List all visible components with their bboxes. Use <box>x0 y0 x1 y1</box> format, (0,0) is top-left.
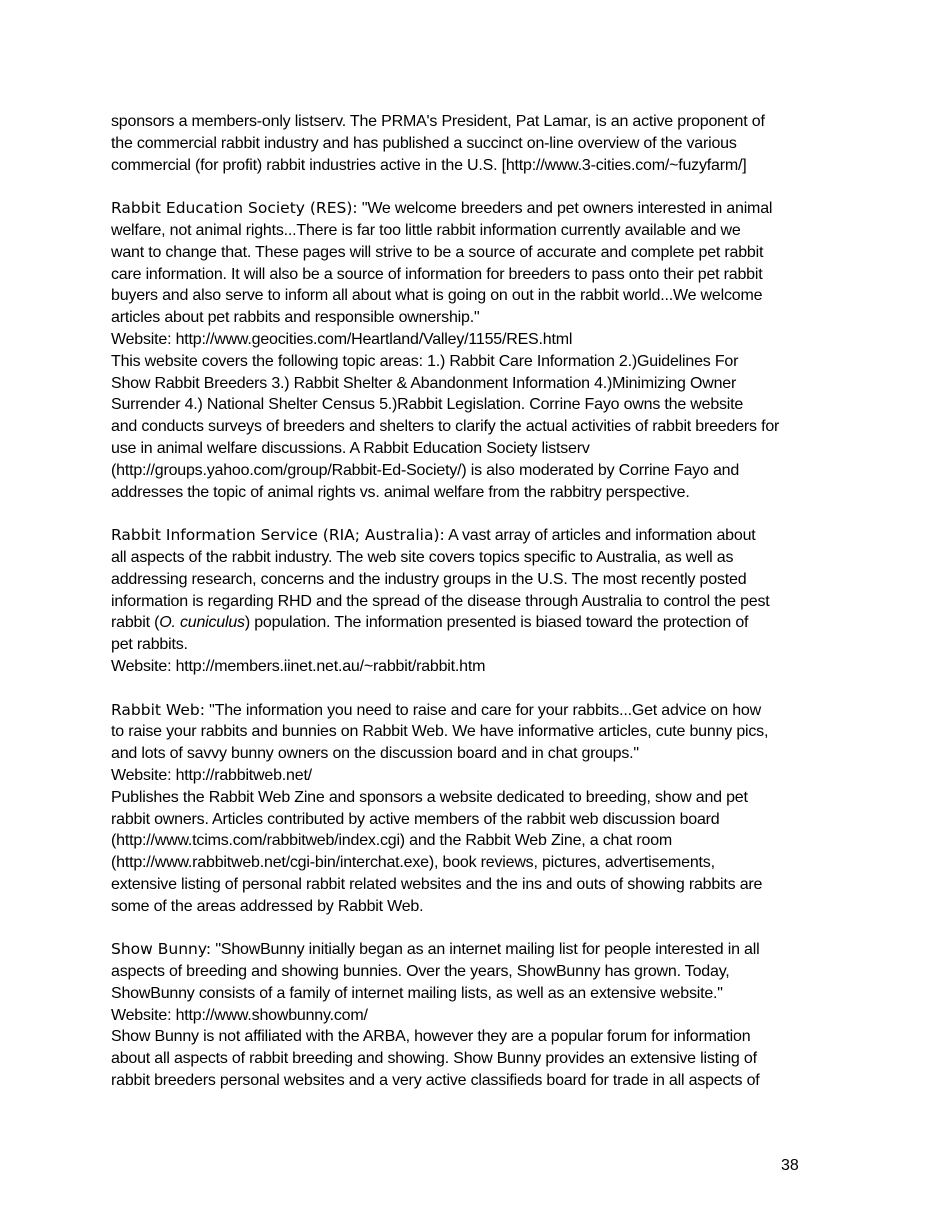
text-line: and conducts surveys of breeders and shelters to clarify the actual activities of rabbit breeders for <box>111 418 780 436</box>
text-line: sponsors a members-only listserv. The PRMA's President, Pat Lamar, is an active proponent of <box>111 113 765 130</box>
text-line: rabbit (O. cuniculus) population. The information presented is biased toward the protection of <box>111 614 749 632</box>
text-line: pet rabbits. <box>111 636 188 654</box>
text-line: some of the areas addressed by Rabbit Web. <box>111 897 424 915</box>
text-line <box>111 939 851 961</box>
website-line: Website: http://rabbitweb.net/ <box>111 766 312 784</box>
text-line-rest: "The information you need to raise and care for your rabbits...Get advice on how <box>204 701 761 719</box>
text-line: Surrender 4.) National Shelter Census 5.)Rabbit Legislation. Corrine Fayo owns the website <box>111 396 744 414</box>
text-line: all aspects of the rabbit industry. The web site covers topics specific to Australia, as well as <box>111 548 734 566</box>
text-line: Show Rabbit Breeders 3.) Rabbit Shelter & Abandonment Information 4.)Minimizing Owner <box>111 374 737 392</box>
text-line: addresses the topic of animal rights vs. animal welfare from the rabbitry perspective. <box>111 483 690 501</box>
text-line <box>111 700 851 722</box>
text-line: This website covers the following topic areas: 1.) Rabbit Care Information 2.)Guidelines For <box>111 352 739 370</box>
text-line: Show Bunny is not affiliated with the ARBA, however they are a popular forum for information <box>111 1028 751 1046</box>
org-heading: Rabbit Information Service (RIA; Australia): <box>111 526 445 545</box>
text-line: the commercial rabbit industry and has published a succinct on-line overview of the various <box>111 134 737 152</box>
text-line: about all aspects of rabbit breeding and showing. Show Bunny provides an extensive listing of <box>111 1050 757 1068</box>
text-line: (http://www.rabbitweb.net/cgi-bin/interchat.exe), book reviews, pictures, advertisements, <box>111 854 715 872</box>
text-line: want to change that. These pages will strive to be a source of accurate and complete pet rabbit <box>111 243 764 261</box>
text-line-rest: "ShowBunny initially began as an internet mailing list for people interested in all <box>211 941 760 959</box>
paragraph-show-bunny <box>111 939 851 1092</box>
website-line: Website: http://www.showbunny.com/ <box>111 1006 368 1024</box>
page-number: 38 <box>781 1157 799 1174</box>
text-line: to raise your rabbits and bunnies on Rabbit Web. We have informative articles, cute bunny pics, <box>111 723 769 741</box>
text-line: rabbit owners. Articles contributed by active members of the rabbit web discussion board <box>111 810 720 828</box>
text-line: (http://www.tcims.com/rabbitweb/index.cgi) and the Rabbit Web Zine, a chat room <box>111 832 673 850</box>
text-line-rest: "We welcome breeders and pet owners interested in animal <box>357 200 773 218</box>
org-heading: Rabbit Web: <box>111 700 205 719</box>
text-line: buyers and also serve to inform all about what is going on out in the rabbit world...We welcome <box>111 287 763 305</box>
text-line: Publishes the Rabbit Web Zine and sponsors a website dedicated to breeding, show and pet <box>111 788 748 806</box>
website-line: Website: http://members.iinet.net.au/~rabbit/rabbit.htm <box>111 657 486 675</box>
text-line: ShowBunny consists of a family of internet mailing lists, as well as an extensive website." <box>111 984 723 1002</box>
text-line: (http://groups.yahoo.com/group/Rabbit-Ed-Society/) is also moderated by Corrine Fayo and <box>111 461 740 479</box>
text-line-rest: A vast array of articles and information about <box>444 527 756 545</box>
org-heading: Rabbit Education Society (RES): <box>111 199 358 218</box>
text-line: articles about pet rabbits and responsible ownership." <box>111 309 480 327</box>
text-line: use in animal welfare discussions. A Rabbit Education Society listserv <box>111 439 590 457</box>
text-line: commercial (for profit) rabbit industries active in the U.S. [http://www.3-cities.com/~fuzyfarm/] <box>111 156 747 174</box>
text-line: welfare, not animal rights...There is far too little rabbit information currently available and we <box>111 221 741 239</box>
text-line: rabbit breeders personal websites and a very active classifieds board for trade in all aspects of <box>111 1072 760 1090</box>
paragraph-rabbit-web <box>111 700 851 918</box>
document-body <box>111 111 851 1114</box>
text-line: and lots of savvy bunny owners on the discussion board and in chat groups." <box>111 745 639 763</box>
text-line <box>111 198 851 220</box>
website-line: Website: http://www.geocities.com/Heartland/Valley/1155/RES.html <box>111 330 573 348</box>
text-line: care information. It will also be a source of information for breeders to pass onto their pet rabbit <box>111 265 763 283</box>
text-line: addressing research, concerns and the industry groups in the U.S. The most recently posted <box>111 570 747 588</box>
text-line: extensive listing of personal rabbit related websites and the ins and outs of showing rabbits are <box>111 875 763 893</box>
paragraph-prma-continued <box>111 111 851 176</box>
text-line: aspects of breeding and showing bunnies. Over the years, ShowBunny has grown. Today, <box>111 963 730 981</box>
text-line: information is regarding RHD and the spread of the disease through Australia to control the pest <box>111 592 770 610</box>
species-name: O. cuniculus <box>159 614 245 632</box>
paragraph-rabbit-education-society <box>111 198 851 503</box>
text-line <box>111 525 851 547</box>
paragraph-rabbit-information-service <box>111 525 851 678</box>
org-heading: Show Bunny: <box>111 940 212 959</box>
